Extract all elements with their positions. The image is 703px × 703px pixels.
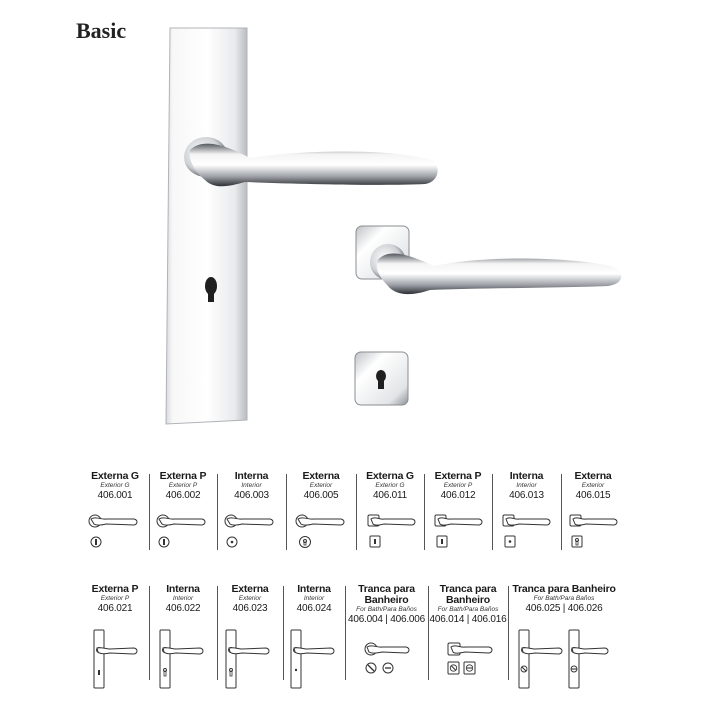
product-code: 406.005: [303, 490, 339, 501]
product-subtitle: Exterior P: [168, 482, 198, 489]
product-cell: [150, 584, 216, 614]
product-name: Interna: [166, 583, 200, 595]
product-name: Interna: [509, 470, 544, 482]
product-code: 406.015: [575, 490, 611, 501]
product-subtitle: Exterior: [238, 595, 262, 602]
product-code: 406.022: [165, 603, 201, 614]
product-cell: [346, 584, 427, 625]
rosette-lever-icon: [293, 512, 348, 550]
product-cell: [82, 584, 148, 614]
product-name: Interna: [234, 470, 269, 482]
product-name: Externa: [574, 470, 612, 482]
product-name: Externa: [231, 583, 269, 595]
product-name: Tranca para Banheiro: [512, 583, 616, 595]
product-cell: [218, 471, 285, 501]
square-rosette-lever-icon: [499, 512, 554, 550]
product-name: Tranca para Banheiro: [439, 583, 497, 606]
product-code: 406.021: [97, 603, 133, 614]
product-subtitle: Exterior P: [100, 595, 130, 602]
rosette-lever-icon: [154, 512, 209, 550]
product-cell: [82, 471, 148, 501]
product-code: 406.001: [97, 490, 133, 501]
square-rosette-lever-icon: [364, 512, 419, 550]
product-code: 406.002: [165, 490, 201, 501]
product-photo: [150, 20, 650, 440]
long-plate-lever-icon: [287, 628, 342, 690]
product-name: Externa P: [159, 470, 207, 482]
product-subtitle: Exterior G: [100, 482, 130, 489]
product-cell: [429, 584, 507, 625]
product-cell: [287, 471, 355, 501]
product-code: 406.023: [232, 603, 268, 614]
rosette-lever-icon: [222, 512, 277, 550]
product-cell: [284, 584, 344, 614]
product-subtitle: Interior: [516, 482, 537, 489]
product-code: 406.024: [296, 603, 332, 614]
product-subtitle: For Bath/Para Baños: [533, 595, 595, 602]
product-name: Externa: [302, 470, 340, 482]
product-code: 406.014 | 406.016: [429, 614, 507, 625]
product-cell: [357, 471, 423, 501]
rosette-lever-icon: [86, 512, 141, 550]
bath-square-rosette-lever-icon: [443, 636, 498, 678]
product-subtitle: Exterior: [581, 482, 605, 489]
product-name: Externa P: [434, 470, 482, 482]
square-rosette-lever-icon: [431, 512, 486, 550]
product-cell: [509, 584, 619, 614]
product-cell: [150, 471, 216, 501]
product-cell: [218, 584, 282, 614]
product-code: 406.003: [234, 490, 269, 501]
product-cell: [493, 471, 560, 501]
product-code: 406.012: [440, 490, 476, 501]
product-name: Externa P: [91, 583, 139, 595]
product-subtitle: Exterior P: [443, 482, 473, 489]
product-name: Tranca para Banheiro: [358, 583, 415, 606]
product-subtitle: Interior: [241, 482, 262, 489]
product-code: 406.025 | 406.026: [525, 603, 603, 614]
product-name: Externa G: [91, 470, 139, 482]
product-code: 406.013: [509, 490, 544, 501]
product-subtitle: For Bath/Para Baños: [437, 606, 499, 613]
page-title: Basic: [76, 18, 127, 43]
product-code: 406.011: [372, 490, 407, 501]
product-subtitle: Interior: [303, 595, 325, 602]
product-name: Externa G: [366, 470, 414, 482]
bath-rosette-lever-icon: [360, 636, 415, 678]
long-plate-lever-icon: [156, 628, 211, 690]
product-subtitle: Exterior: [309, 482, 333, 489]
product-subtitle: Interior: [172, 595, 194, 602]
product-cell: [425, 471, 491, 501]
square-rosette-lever-icon: [566, 512, 621, 550]
product-subtitle: For Bath/Para Baños: [356, 606, 417, 613]
product-name: Interna: [297, 583, 331, 595]
product-code: 406.004 | 406.006: [347, 614, 426, 625]
product-cell: [562, 471, 624, 501]
product-subtitle: Exterior G: [375, 482, 405, 489]
bath-plate-lever-icon: [515, 628, 610, 690]
long-plate-lever-icon: [90, 628, 145, 690]
long-plate-lever-icon: [222, 628, 277, 690]
